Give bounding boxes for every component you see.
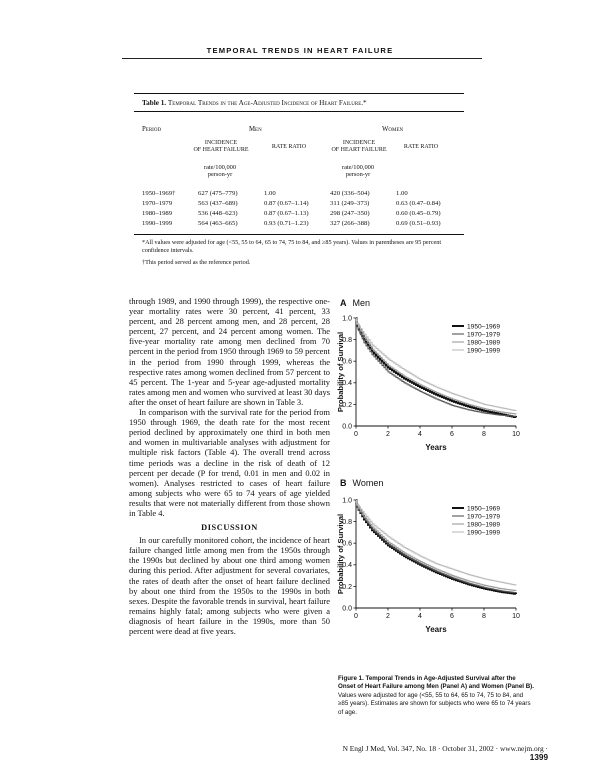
cell-men-inc: 536 (448–623) bbox=[198, 210, 238, 217]
men-rr-header: RATE RATIO bbox=[271, 144, 307, 150]
chart-women bbox=[338, 494, 534, 654]
table-row bbox=[134, 210, 464, 220]
table-row bbox=[134, 220, 464, 230]
col-women: Women bbox=[382, 126, 404, 133]
men-unit-l2: person-yr bbox=[207, 171, 233, 178]
y-tick-label: 0.2 bbox=[342, 583, 352, 591]
citation-text: N Engl J Med, Vol. 347, No. 18 · October 31, 2002 · www.nejm.org · bbox=[342, 744, 548, 753]
y-tick-label: 1.0 bbox=[342, 315, 352, 323]
cell-women-inc: 298 (247–350) bbox=[330, 210, 370, 217]
x-axis-label: Years bbox=[425, 443, 447, 452]
cell-men-rr: 0.87 (0.67–1.14) bbox=[264, 200, 309, 207]
women-incidence-header bbox=[330, 140, 388, 154]
table-row bbox=[134, 190, 464, 200]
legend-label: 1980–1989 bbox=[467, 521, 501, 529]
women-unit-l2: person-yr bbox=[345, 171, 371, 178]
cell-men-rr: 1.00 bbox=[264, 190, 276, 197]
women-rr-header: RATE RATIO bbox=[403, 144, 439, 150]
women-incidence-l2: OF HEART FAILURE bbox=[331, 147, 387, 153]
cell-women-rr: 0.69 (0.51–0.93) bbox=[396, 220, 441, 227]
y-tick-label: 0.8 bbox=[342, 519, 352, 526]
table-footnote-2: †This period served as the reference period. bbox=[142, 259, 251, 267]
cell-period: 1970–1979 bbox=[142, 200, 173, 207]
panel-a-title: Men bbox=[352, 298, 371, 308]
table-footnote-1: *All values were adjusted for age (<55, 55 to 64, 65 to 74, 75 to 84, and ≥85 years). Values in parentheses are 95 percent confidence intervals. bbox=[142, 239, 442, 255]
body-paragraph-1: through 1989, and 1990 through 1999), the respective one-year mortality rates were 30 percent, 41 percent, 33 percent, and 28 percent among men, and 28 percent, 28 percent, 27 percent, and 24 percent among women. The five-year mortality rate among men declined from 70 percent in the period from 1950 through 1969 to 59 percent in the period from 1990 through 1999, whereas the respective rates among women declined from 57 percent to 45 percent. The 1-year and 5-year age-adjusted mortality rates among men and women who survived at least 30 days after the onset of heart failure are shown in Table 3. bbox=[129, 296, 330, 407]
cell-women-rr: 0.63 (0.47–0.84) bbox=[396, 200, 441, 207]
cell-women-inc: 311 (249–373) bbox=[330, 200, 370, 207]
y-axis-label: Probability of Survival bbox=[336, 513, 345, 595]
y-tick-label: 0.0 bbox=[342, 423, 352, 431]
panel-b-label bbox=[340, 478, 383, 488]
panel-a-letter: A bbox=[340, 298, 347, 308]
page-citation bbox=[340, 744, 548, 762]
cell-women-inc: 327 (266–388) bbox=[330, 220, 370, 227]
x-tick-label: 10 bbox=[512, 613, 520, 620]
cell-women-inc: 420 (336–504) bbox=[330, 190, 370, 197]
cell-women-rr: 1.00 bbox=[396, 190, 408, 197]
x-tick-label: 0 bbox=[354, 431, 358, 438]
table-title-prefix: Table 1. bbox=[142, 99, 167, 107]
x-tick-label: 6 bbox=[450, 431, 454, 438]
legend-label: 1950–1969 bbox=[467, 323, 501, 331]
table-bottom-rule bbox=[134, 234, 464, 235]
table-header bbox=[134, 112, 464, 190]
legend-label: 1990–1999 bbox=[467, 347, 501, 355]
cell-men-rr: 0.93 (0.71–1.23) bbox=[264, 220, 309, 227]
cell-men-inc: 564 (463–665) bbox=[198, 220, 238, 227]
y-tick-label: 0.4 bbox=[342, 562, 352, 570]
men-incidence-l1: INCIDENCE bbox=[204, 140, 238, 146]
x-axis-label: Years bbox=[425, 625, 447, 634]
men-unit bbox=[194, 164, 246, 178]
legend-label: 1980–1989 bbox=[467, 339, 501, 347]
men-incidence-l2: OF HEART FAILURE bbox=[193, 147, 249, 153]
x-tick-label: 6 bbox=[450, 613, 454, 620]
table-1 bbox=[134, 93, 464, 268]
col-period: Period bbox=[142, 126, 162, 133]
x-tick-label: 8 bbox=[482, 431, 486, 438]
x-tick-label: 4 bbox=[418, 613, 422, 620]
page-number: 1399 bbox=[529, 753, 548, 762]
women-incidence-l1: INCIDENCE bbox=[342, 140, 376, 146]
figure-caption-body: Values were adjusted for age (<55, 55 to 64, 65 to 74, 75 to 84, and ≥85 years). Estimates are shown for subjects who were 65 to 74 years of age. bbox=[338, 691, 531, 716]
men-incidence-header bbox=[192, 140, 250, 154]
figure-caption-title: Figure 1. Temporal Trends in Age-Adjusted Survival after the Onset of Heart Failure among Men (Panel A) and Women (Panel B). bbox=[338, 675, 534, 691]
x-tick-label: 4 bbox=[418, 431, 422, 438]
legend-label: 1970–1979 bbox=[467, 513, 501, 521]
body-text bbox=[129, 296, 330, 636]
cell-period: 1980–1989 bbox=[142, 210, 173, 217]
table-body bbox=[134, 190, 464, 230]
discussion-heading: DISCUSSION bbox=[201, 523, 258, 533]
cell-period: 1990–1999 bbox=[142, 220, 173, 227]
col-men: Men bbox=[249, 126, 262, 133]
cell-men-inc: 563 (437–689) bbox=[198, 200, 238, 207]
men-unit-l1: rate/100,000 bbox=[203, 164, 237, 171]
table-row bbox=[134, 200, 464, 210]
body-paragraph-3: In our carefully monitored cohort, the incidence of heart failure changed little among men from the 1950s through the 1990s but declined by about one third among women during this period. After adjustment for several covariates, the rates of death after the onset of heart failure declined by about one third from the 1950s to the 1990s in both sexes. Despite the favorable trends in survival, heart failure remains highly fatal; among subjects who were given a diagnosis of heart failure in the 1990s, more than 50 percent were dead at five years. bbox=[129, 535, 330, 636]
y-tick-label: 0.4 bbox=[342, 380, 352, 388]
chart-men bbox=[338, 312, 534, 472]
y-axis-label: Probability of Survival bbox=[336, 331, 345, 413]
header-rule bbox=[122, 58, 482, 59]
legend-label: 1950–1969 bbox=[467, 505, 501, 513]
y-tick-label: 0.6 bbox=[342, 358, 352, 366]
y-tick-label: 0.6 bbox=[342, 540, 352, 548]
women-unit-l1: rate/100,000 bbox=[341, 164, 375, 171]
cell-period: 1950–1969† bbox=[142, 190, 176, 197]
legend-label: 1970–1979 bbox=[467, 331, 501, 339]
panel-b-letter: B bbox=[340, 478, 347, 488]
cell-women-rr: 0.60 (0.45–0.79) bbox=[396, 210, 441, 217]
y-tick-label: 0.0 bbox=[342, 605, 352, 613]
x-tick-label: 10 bbox=[512, 431, 520, 438]
x-tick-label: 2 bbox=[386, 613, 390, 620]
y-tick-label: 1.0 bbox=[342, 497, 352, 505]
running-head: TEMPORAL TRENDS IN HEART FAILURE bbox=[206, 46, 394, 55]
table-title-text: Temporal Trends in the Age-Adjusted Incidence of Heart Failure.* bbox=[167, 99, 367, 107]
figure-caption bbox=[338, 675, 534, 717]
legend-label: 1990–1999 bbox=[467, 529, 501, 537]
body-paragraph-2: In comparison with the survival rate for the period from 1950 through 1969, the death rate for the most recent period declined by approximately one third in both men and women in multivariable analyses with adjustment for multiple risk factors (Table 4). The overall trend across time periods was a decline in the risk of death of 12 percent per decade (P for trend, 0.01 in men and 0.02 in women). Analyses restricted to cases of heart failure among subjects who were 65 to 74 years of age yielded results that were not materially different from those shown in Table 4. bbox=[129, 407, 330, 518]
panel-a-label bbox=[340, 298, 370, 308]
x-tick-label: 8 bbox=[482, 613, 486, 620]
cell-men-rr: 0.87 (0.67–1.13) bbox=[264, 210, 309, 217]
x-tick-label: 0 bbox=[354, 613, 358, 620]
y-tick-label: 0.8 bbox=[342, 337, 352, 344]
table-title bbox=[134, 94, 464, 111]
panel-b-title: Women bbox=[352, 478, 384, 488]
x-tick-label: 2 bbox=[386, 431, 390, 438]
women-unit bbox=[332, 164, 384, 178]
y-tick-label: 0.2 bbox=[342, 401, 352, 409]
table-footnote bbox=[134, 239, 464, 268]
cell-men-inc: 627 (475–779) bbox=[198, 190, 238, 197]
